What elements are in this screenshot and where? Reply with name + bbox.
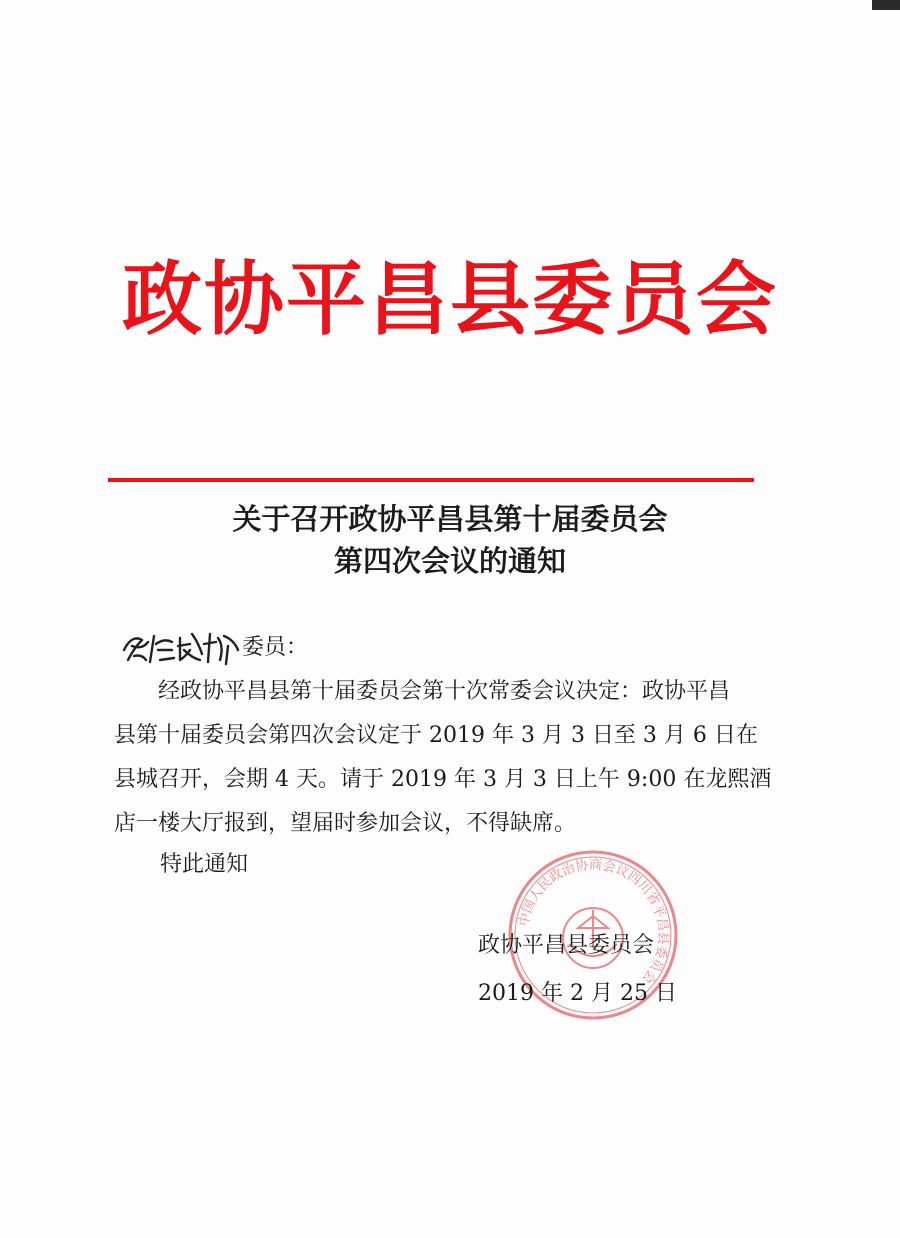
letterhead-divider [108, 478, 754, 482]
notice-body [114, 670, 772, 846]
signature-date: 2019 年 2 月 25 日 [478, 981, 677, 1006]
body-line: 经政协平昌县第十届委员会第十次常委会议决定：政协平昌 [158, 679, 731, 704]
notice-title [0, 498, 900, 582]
body-line: 县城召开，会期 4 天。请于 2019 年 3 月 3 日上午 9:00 在龙熙酒 [114, 767, 772, 792]
signature-block [478, 922, 678, 1018]
salutation-text: 委员： [242, 635, 309, 660]
closing-remark: 特此通知 [160, 852, 249, 877]
seal-text: 中国人民政治协商会议四川省平昌县委员会 [516, 857, 671, 987]
notice-title-line-2: 第四次会议的通知 [333, 544, 566, 578]
scan-corner-mark [872, 0, 900, 10]
handwritten-salutation [120, 620, 244, 670]
notice-title-line-1: 关于召开政协平昌县第十届委员会 [232, 502, 668, 536]
signature-org: 政协平昌县委员会 [478, 933, 655, 958]
body-line: 店一楼大厅报到，望届时参加会议，不得缺席。 [114, 811, 577, 836]
letterhead-title: 政协平昌县委员会 [122, 253, 778, 346]
body-line: 县第十届委员会第四次会议定于 2019 年 3 月 3 日至 3 月 6 日在 [114, 723, 758, 748]
